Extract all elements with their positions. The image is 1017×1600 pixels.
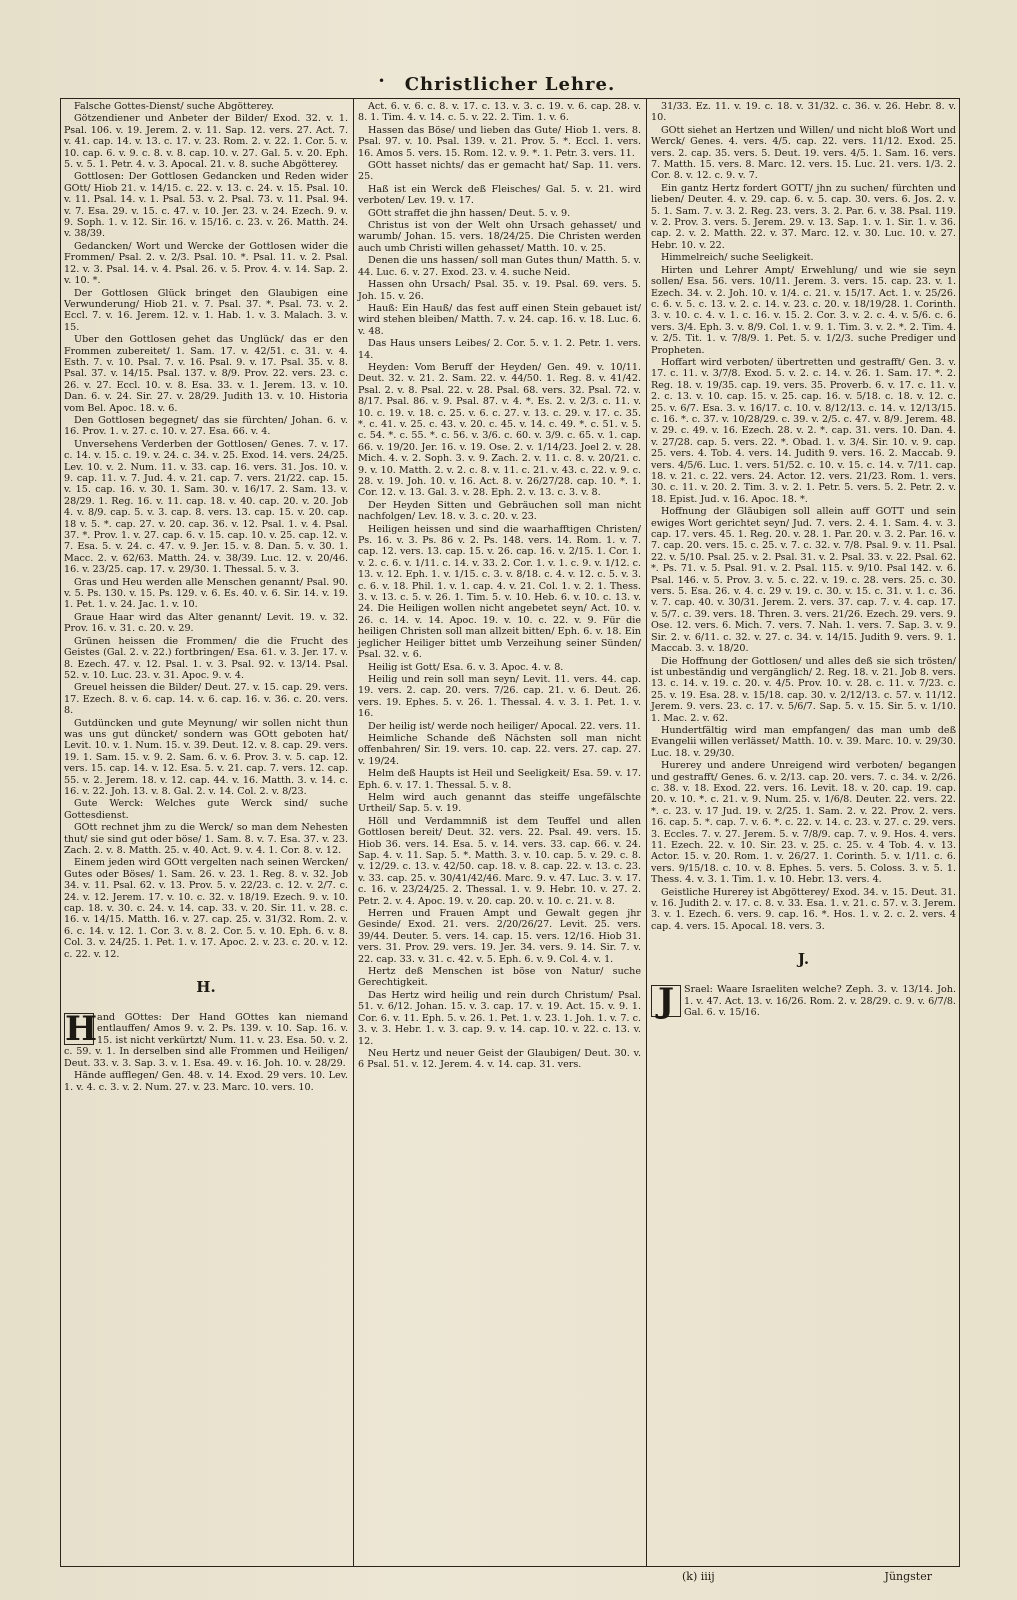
page-footer (60, 1566, 960, 1590)
index-entry: Ein gantz Hertz fordert GOTT/ jhn zu suchen/ fürchten und lieben/ Deuter. 4. v. 29. cap. 6. v. 5. cap. 30. vers. 6. Jos. 2. v. 5. 1. Sam. 7. v. 3. 2. Reg. 23. vers. 3. 2. Par. 6. v. 38. Psal. 119. v. 2. Prov. 3. vers. 5. Jerem. 29. v. 13. Sap. 1. v. 1. Sir. 1. v. 36. cap. 2. v. 2. Matth. 22. v. 37. Marc. 12. v. 30. Luc. 10. v. 27. Hebr. 10. v. 22. (651, 182, 956, 251)
index-entry: Herren und Frauen Ampt und Gewalt gegen jhr Gesinde/ Exod. 21. vers. 2/20/26/27. Levit. 25. vers. 39/44. Deuter. 5. vers. 14. cap. 15. vers. 12/16. Hiob 31. vers. 31. Prov. 29. vers. 19. Jer. 34. vers. 9. 14. Sir. 7. v. 22. cap. 33. v. 31. c. 42. v. 5. Eph. 6. v. 9. Col. 4. v. 1. (358, 908, 641, 965)
index-entry: Das Hertz wird heilig und rein durch Christum/ Psal. 51. v. 6/12. Johan. 15. v. 3. cap. 17. v. 19. Act. 15. v. 9. 1. Cor. 6. v. 11. Eph. 5. v. 26. 1. Pet. 1. v. 23. 1. Joh. 1. v. 7. c. 3. v. 3. Hebr. 1. v. 3. cap. 9. v. 14. cap. 10. v. 22. c. 13. v. 12. (358, 989, 641, 1047)
index-entry: Christus ist von der Welt ohn Ursach gehasset/ und warumb/ Johan. 15. vers. 18/24/25. Die Christen werden auch umb Christi willen gehasset/ Matth. 10. v. 25. (358, 220, 641, 254)
index-entry: Act. 6. v. 6. c. 8. v. 17. c. 13. v. 3. c. 19. v. 6. cap. 28. v. 8. 1. Tim. 4. v. 14. c. 5. v. 22. 2. Tim. 1. v. 6. (358, 101, 641, 124)
index-entry: GOtt hasset nichts/ das er gemacht hat/ Sap. 11. vers. 25. (358, 160, 641, 183)
index-entry: Der heilig ist/ werde noch heiliger/ Apocal. 22. vers. 11. (368, 720, 641, 732)
index-entry: GOtt siehet an Hertzen und Willen/ und nicht bloß Wort und Werck/ Genes. 4. vers. 4/5. cap. 22. vers. 11/12. Exod. 25. vers. 2. cap. 35. vers. 5. Deut. 19. vers. 4/5. 1. Sam. 16. vers. 7. Matth. 15. vers. 8. Marc. 12. vers. 15. Luc. 21. vers. 1/3. 2. Cor. 8. v. 12. c. 9. v. 7. (651, 124, 956, 182)
index-entry: Hertz deß Menschen ist böse von Natur/ suche Gerechtigkeit. (358, 966, 641, 989)
index-entry: Gute Werck: Welches gute Werck sind/ suche Gottesdienst. (64, 798, 348, 821)
index-entry: Gras und Heu werden alle Menschen genannt/ Psal. 90. v. 5. Ps. 130. v. 15. Ps. 129. v. 6. Es. 40. v. 6. Sir. 14. v. 19. 1. Pet. 1. v. 24. Jac. 1. v. 10. (64, 576, 348, 611)
catchword: Jüngster (884, 1570, 932, 1583)
index-entry: Heilig und rein soll man seyn/ Levit. 11. vers. 44. cap. 19. vers. 2. cap. 20. vers. 7/26. cap. 21. v. 6. Deut. 26. vers. 19. Ephes. 5. v. 26. 1. Thessal. 4. v. 3. 1. Pet. 1. v. 16. (358, 673, 641, 720)
dropcap-initial: H (65, 1009, 98, 1050)
index-entry: Der Gottlosen Glück bringet den Glaubigen eine Verwunderung/ Hiob 21. v. 7. Psal. 37. *. Psal. 73. v. 2. Eccl. 7. v. 16. Jerem. 12. v. 1. Hab. 1. v. 3. Malach. 3. v. 15. (64, 287, 348, 333)
index-entry: Graue Haar wird das Alter genannt/ Levit. 19. v. 32. Prov. 16. v. 31. c. 20. v. 29. (64, 611, 348, 635)
header-mark: • (378, 74, 386, 88)
index-entry: Hoffnung der Gläubigen soll allein auff GOTT und sein ewiges Wort gerichtet seyn/ Jud. 7. vers. 2. 4. 1. Sam. 4. v. 3. cap. 17. vers. 45. 1. Reg. 20. v. 28. 1. Par. 20. v. 3. 2. Par. 16. v. 7. cap. 20. vers. 15. c. 25. v. 7. c. 32. v. 7/8. Psal. 9. v. 11. Psal. 22. v. 5/10. Psal. 25. v. 2. Psal. 31. v. 2. Psal. 33. v. 22. Psal. 62. *. Ps. 71. v. 5. Psal. 91. v. 2. Psal. 115. v. 9/10. Psal 142. v. 6. Psal. 146. v. 5. Prov. 3. v. 5. c. 22. v. 19. c. 28. vers. 25. c. 30. vers. 5. Esa. 26. v. 4. c. 29 v. 19. c. 30. v. 15. c. 31. v. 1. c. 36. v. 7. cap. 40. v. 30/31. Jerem. 2. vers. 37. cap. 7. v. 4. cap. 17. v. 5/7. c. 39. vers. 18. Thren. 3. vers. 21/26. Ezech. 29. vers. 9. Ose. 12. vers. 6. Mich. 7. vers. 7. Nah. 1. vers. 7. Sap. 3. v. 9. Sir. 2. v. 6/11. c. 32. v. 27. c. 34. v. 14/15. Judith 9. vers. 9. 1. Maccab. 3. v. 18/20. (651, 506, 956, 655)
index-entry: Heilig ist Gott/ Esa. 6. v. 3. Apoc. 4. v. 8. (368, 661, 564, 673)
index-entry: Falsche Gottes-Dienst/ suche Abgötterey. (74, 101, 274, 112)
index-entry: Gedancken/ Wort und Wercke der Gottlosen wider die Frommen/ Psal. 2. v. 2/3. Psal. 10. *. Psal. 11. v. 2. Psal. 12. v. 3. Psal. 14. v. 4. Psal. 26. v. 5. Prov. 4. v. 14. Sap. 2. v. 10. *. (64, 240, 348, 287)
index-entry: Heiligen heissen und sind die waarhafftigen Christen/ Ps. 16. v. 3. Ps. 86 v. 2. Ps. 148. vers. 14. Rom. 1. v. 7. cap. 12. vers. 13. cap. 15. v. 26. cap. 16. v. 2/15. 1. Cor. 1. v. 2. c. 6. v. 1/11. c. 14. v. 33. 2. Cor. 1. v. 1. c. 9. v. 1/12. c. 13. v. 12. Eph. 1. v. 1/15. c. 3. v. 8/18. c. 4. v. 12. c. 5. v. 3. c. 6. v. 18. Phil. 1. v. 1. cap. 4. v. 21. Col. 1. v. 2. 1. Thess. 3. v. 13. c. 5. v. 26. 1. Tim. 5. v. 10. Heb. 6. v. 10. c. 13. v. 24. Die Heiligen wollen nicht angebetet seyn/ Act. 10. v. 26. c. 14. v. 14. Apoc. 19. v. 10. c. 22. v. 9. Für die heiligen Christen soll man allzeit bitten/ Eph. 6. v. 18. Ein jeglicher Heiliger bittet umb Verzeihung seiner Sünden/ Psal. 32. v. 6. (358, 523, 641, 661)
index-entry: Die Hoffnung der Gottlosen/ und alles deß sie sich trösten/ ist unbeständig und vergänglich/ 2. Reg. 18. v. 21. Job 8. vers. 13. c. 14. v. 19. c. 20. v. 4/5. Prov. 10. v. 28. c. 11. v. 7/23. c. 25. v. 19. Esa. 28. v. 15/18. cap. 30. v. 2/12/13. c. 57. v. 11/12. Jerem. 9. vers. 23. c. 17. v. 5/6/7. Sap. 5. v. 15. Sir. 5. v. 1/10. 1. Mac. 2. v. 62. (651, 655, 956, 724)
running-header (60, 72, 960, 99)
index-entry: Helm deß Haupts ist Heil und Seeligkeit/ Esa. 59. v. 17. Eph. 6. v. 17. 1. Thessal. 5. v. 8. (358, 768, 641, 791)
text-column-2 (353, 99, 645, 1567)
index-entry: Hauß: Ein Hauß/ das fest auff einen Stein gebauet ist/ wird stehen bleiben/ Matth. 7. v. 24. cap. 16. v. 18. Luc. 6. v. 48. (358, 302, 641, 337)
dropcap-text: and GOttes: Der Hand GOttes kan niemand entlauffen/ Amos 9. v. 2. Ps. 139. v. 10. Sap. 16. v. 15. ist nicht verkürtzt/ Num. 11. v. 23. Esa. 50. v. 2. c. 59. v. 1. In derselben sind alle Frommen und Heiligen/ Deut. 33. v. 3. Sap. 3. v. 1. Esa. 49. v. 16. Joh. 10. v. 28/29. (64, 1012, 348, 1069)
text-column-1 (60, 99, 352, 1567)
index-entry: Helm wird auch genannt das steiffe ungefälschte Urtheil/ Sap. 5. v. 19. (358, 791, 641, 815)
index-entry: Himmelreich/ suche Seeligkeit. (661, 252, 814, 264)
index-entry: Uber den Gottlosen gehet das Unglück/ das er den Frommen zubereitet/ 1. Sam. 17. v. 42/51. c. 31. v. 4. Esth. 7. v. 10. Psal. 7. v. 16. Psal. 9. v. 17. Psal. 35. v. 8. Psal. 37. v. 14/15. Psal. 137. v. 8/9. Prov. 22. vers. 23. c. 26. v. 27. Eccl. 10. v. 8. Esa. 33. v. 1. Jerem. 13. v. 10. Dan. 6. v. 24. Sir. 27. v. 28/29. Judith 13. v. 10. Historia vom Bel. Apoc. 18. v. 6. (64, 334, 348, 414)
index-entry: Geistliche Hurerey ist Abgötterey/ Exod. 34. v. 15. Deut. 31. v. 16. Judith 2. v. 17. c. 8. v. 33. Esa. 1. v. 21. c. 57. v. 3. Jerem. 3. v. 1. Ezech. 6. vers. 9. cap. 16. *. Hos. 1. v. 2. c. 2. vers. 4 cap. 4. vers. 15. Apocal. 18. vers. 3. (651, 886, 956, 932)
index-entry: Einem jeden wird GOtt vergelten nach seinen Wercken/ Gutes oder Böses/ 1. Sam. 26. v. 23. 1. Reg. 8. v. 32. Job 34. v. 11. Psal. 62. v. 13. Prov. 5. v. 22/23. c. 12. v. 2/7. c. 24. v. 12. Jerem. 17. v. 10. c. 32. v. 18/19. Ezech. 9. v. 10. cap. 18. v. 30. c. 24. v. 14. cap. 33. v. 20. Sir. 11. v. 28. c. 16. v. 14/15. Matth. 16. v. 27. cap. 25. v. 31/32. Rom. 2. v. 6. c. 14. v. 12. 1. Cor. 3. v. 8. 2. Cor. 5. v. 10. Eph. 6. v. 8. Col. 3. v. 24/25. 1. Pet. 1. v. 17. Apoc. 2. v. 23. c. 20. v. 12. c. 22. v. 12. (64, 857, 348, 960)
signature-mark: (k) iiij (682, 1570, 715, 1583)
index-entry: GOtt rechnet jhm zu die Werck/ so man dem Nehesten thut/ sie sind gut oder böse/ 1. Sam. 8. v. 7. Esa. 37. v. 23. Zach. 2. v. 8. Matth. 25. v. 40. Act. 9. v. 4. 1. Cor. 8. v. 12. (64, 822, 348, 856)
index-entry: Gottlosen: Der Gottlosen Gedancken und Reden wider GOtt/ Hiob 21. v. 14/15. c. 22. v. 13. c. 24. v. 15. Psal. 10. v. 11. Psal. 14. v. 1. Psal. 53. v. 2. Psal. 73. v. 11. Psal. 94. v. 7. Esa. 29. v. 15. c. 47. v. 10. Jer. 23. v. 24. Ezech. 9. v. 9. Soph. 1. v. 12. Sir. 16. v. 15/16. c. 23. v. 26. Matth. 24. v. 38/39. (64, 171, 348, 240)
index-entry: Hassen ohn Ursach/ Psal. 35. v. 19. Psal. 69. vers. 5. Joh. 15. v. 26. (358, 279, 641, 302)
text-column-3 (646, 99, 960, 1567)
dropcap-entry (651, 981, 956, 1022)
index-entry: Unversehens Verderben der Gottlosen/ Genes. 7. v. 17. c. 14. v. 15. c. 19. v. 24. c. 34. v. 25. Exod. 14. vers. 24/25. Lev. 10. v. 2. Num. 11. v. 33. cap. 16. vers. 31. Jos. 10. v. 9. cap. 11. v. 7. Jud. 4. v. 21. cap. 7. vers. 21/22. cap. 15. v. 15. cap. 16. v. 30. 1. Sam. 30. v. 16/17. 2. Sam. 13. v. 28/29. 1. Reg. 16. v. 11. cap. 18. v. 40. cap. 20. v. 20. Job 4. v. 8/9. cap. 5. v. 3. cap. 8. vers. 13. cap. 15. v. 20. cap. 18 v. 5. *. cap. 27. v. 20. cap. 36. v. 12. Psal. 1. v. 4. Psal. 37. *. Prov. 1. v. 27. cap. 6. v. 15. cap. 10. v. 25. cap. 12. v. 7. Esa. 5. v. 24. c. 47. v. 9. Jer. 15. v. 8. Dan. 5. v. 30. 1. Macc. 2. v. 62/63. Matth. 24. v. 38/39. Luc. 12. v. 20/46. 16. v. 23/25. cap. 17. v. 29/30. 1. Thessal. 5. v. 3. (64, 438, 348, 576)
index-entry: Gutdüncken und gute Meynung/ wir sollen nicht thun was uns gut düncket/ sondern was GOtt geboten hat/ Levit. 10. v. 1. Num. 15. v. 39. Deut. 12. v. 8. cap. 29. vers. 19. 1. Sam. 15. v. 9. 2. Sam. 6. v. 6. Prov. 3. v. 5. cap. 12. vers. 15. cap. 14. v. 12. Esa. 5. v. 21. cap. 7. vers. 12. cap. 55. v. 2. Jerem. 18. v. 12. cap. 44. v. 16. Matth. 3. v. 14. c. 16. v. 22. Joh. 13. v. 8. Gal. 2. v. 14. Col. 2. v. 8/23. (64, 717, 348, 797)
section-letter: J. (797, 950, 810, 969)
index-entry: Hoffart wird verboten/ übertretten und gestrafft/ Gen. 3. v. 17. c. 11. v. 3/7/8. Exod. 5. v. 2. c. 14. v. 26. 1. Sam. 17. *. 2. Reg. 18. v. 19/35. cap. 19. vers. 35. Proverb. 6. v. 17. c. 11. v. 2. c. 13. v. 10. cap. 15. v. 25. cap. 16. v. 5/18. c. 18. v. 12. c. 25. v. 6/7. Esa. 3. v. 16/17. c. 10. v. 8/12/13. c. 14. v. 12/13/15. c. 16. *. c. 37. v. 10/28/29. c. 39. v. 2/5. c. 47. v. 8/9. Jerem. 48. v. 29. c. 49. v. 16. Ezech. 28. v. 2. *. cap. 31. vers. 10. Dan. 4. v. 27/28. cap. 5. vers. 22. *. Obad. 1. v. 3/4. Sir. 10. v. 9. cap. 25. vers. 4. Tob. 4. vers. 14. Judith 9. vers. 16. 2. Maccab. 9. vers. 4/5/6. Luc. 1. vers. 51/52. c. 10. v. 15. c. 14. v. 7/11. cap. 18. v. 21. c. 22. vers. 24. Actor. 12. vers. 21/23. Rom. 1. vers. 30. c. 11. v. 20. 2. Tim. 3. v. 2. 1. Petr. 5. vers. 5. 2. Petr. 2. v. 18. Epist. Jud. v. 16. Apoc. 18. *. (651, 356, 956, 505)
index-entry: 31/33. Ez. 11. v. 19. c. 18. v. 31/32. c. 36. v. 26. Hebr. 8. v. 10. (651, 101, 956, 124)
section-letter: H. (196, 978, 216, 997)
index-entry: Hände aufflegen/ Gen. 48. v. 14. Exod. 29 vers. 10. Lev. 1. v. 4. c. 3. v. 2. Num. 27. v. 23. Marc. 10. vers. 10. (64, 1070, 348, 1093)
index-entry: Hurerey und andere Unreigend wird verboten/ begangen und gestrafft/ Genes. 6. v. 2/13. cap. 20. vers. 7. c. 34. v. 2/26. c. 38. v. 18. Exod. 22. vers. 16. Levit. 18. v. 20. cap. 19. cap. 20. v. 10. *. c. 21. v. 9. Num. 25. v. 1/6/8. Deuter. 22. vers. 22. *. c. 23. v. 17 Jud. 19. v. 2/25. 1. Sam. 2. v. 22. Prov. 2. vers. 16. cap. 5. *. cap. 7. v. 6. *. c. 22. v. 14. c. 23. v. 27. c. 29. vers. 3. Eccles. 7. v. 27. Jerem. 5. v. 7/8/9. cap. 7. v. 9. Hos. 4. vers. 11. Ezech. 22. v. 10. Sir. 23. v. 25. c. 25. v. 4 Tob. 4. v. 13. Actor. 15. v. 20. Rom. 1. v. 26/27. 1. Corinth. 5. v. 1/11. c. 6. vers. 9/15/18. c. 10. v. 8. Ephes. 5. vers. 5. Coloss. 3. v. 5. 1. Thess. 4. v. 3. 1. Tim. 1. v. 10. Hebr. 13. vers. 4. (651, 760, 956, 886)
index-entry: Der Heyden Sitten und Gebräuchen soll man nicht nachfolgen/ Lev. 18. v. 3. c. 20. v. 23. (358, 499, 641, 523)
index-entry: Hundertfältig wird man empfangen/ das man umb deß Evangelii willen verlässet/ Matth. 10. v. 39. Marc. 10. v. 29/30. Luc. 18. v. 29/30. (651, 724, 956, 759)
index-entry: Hirten und Lehrer Ampt/ Erwehlung/ und wie sie seyn sollen/ Esa. 56. vers. 10/11. Jerem. 3. vers. 15. cap. 23. v. 1. Ezech. 34. v. 2. Joh. 10. v. 1/4. c. 21. v. 15/17. Act. 1. v. 25/26. c. 6. v. 5. c. 13. v. 2. c. 14. v. 23. c. 20. v. 18/19/28. 1. Corinth. 3. v. 10. c. 4. v. 1. c. 16. v. 15. 2. Cor. 3. v. 2. c. 4. v. 5/6. c. 6. vers. 3/4. Eph. 3. v. 8/9. Col. 1. v. 9. 1. Tim. 3. v. 2. *. 2. Tim. 4. v. 2/5. Tit. 1. v. 7/8/9. 1. Pet. 5. v. 1/2/3. suche Prediger und Propheten. (651, 264, 956, 356)
index-entry: Götzendiener und Anbeter der Bilder/ Exod. 32. v. 1. Psal. 106. v. 19. Jerem. 2. v. 11. Sap. 12. vers. 27. Act. 7. v. 41. cap. 14. v. 13. c. 17. v. 23. Rom. 2. v. 22. 1. Cor. 5. v. 10. cap. 6. v. 9. c. 8. v. 8. cap. 10. v. 27. Gal. 5. v. 20. Eph. 5. v. 5. 1. Petr. 4. v. 3. Apocal. 21. v. 8. suche Abgötterey. (64, 113, 348, 171)
dropcap-entry (64, 1009, 348, 1069)
index-entry: Höll und Verdammniß ist dem Teuffel und allen Gottlosen bereit/ Deut. 32. vers. 22. Psal. 49. vers. 15. Hiob 36. vers. 14. Esa. 5. v. 14. vers. 33. cap. 66. v. 24. Sap. 4. v. 11. Sap. 5. *. Matth. 3. v. 10. cap. 5. v. 29. c. 8. v. 12/29. c. 13. v. 42/50. cap. 18. v. 8. cap. 22. v. 13. c. 23. v. 33. cap. 25. v. 30/41/42/46. Marc. 9. v. 47. Luc. 3. v. 17. c. 16. v. 23/24/25. 2. Thessal. 1. v. 9. Hebr. 10. v. 27. 2. Petr. 2. v. 4. Apoc. 19. v. 20. cap. 20. v. 10. c. 21. v. 8. (358, 815, 641, 907)
index-entry: Das Haus unsers Leibes/ 2. Cor. 5. v. 1. 2. Petr. 1. vers. 14. (358, 338, 641, 361)
dropcap-initial: J (651, 985, 681, 1017)
index-entry: Hassen das Böse/ und lieben das Gute/ Hiob 1. vers. 8. Psal. 97. v. 10. Psal. 139. v. 21. Prov. 5. *. Eccl. 1. vers. 16. Amos 5. vers. 15. Rom. 12. v. 9. *. 1. Petr. 3. vers. 11. (358, 124, 641, 159)
dropcap-text: Srael: Waare Israeliten welche? Zeph. 3. v. 13/14. Joh. 1. v. 47. Act. 13. v. 16/26. Rom. 2. v. 28/29. c. 9. v. 6/7/8. Gal. 6. v. 15/16. (684, 984, 956, 1019)
index-entry: Den Gottlosen begegnet/ das sie fürchten/ Johan. 6. v. 16. Prov. 1. v. 27. c. 10. v. 27. Esa. 66. v. 4. (64, 414, 348, 438)
index-entry: Haß ist ein Werck deß Fleisches/ Gal. 5. v. 21. wird verboten/ Lev. 19. v. 17. (358, 183, 641, 207)
index-entry: Heimliche Schande deß Nächsten soll man nicht offenbahren/ Sir. 19. vers. 10. cap. 22. vers. 27. cap. 27. v. 19/24. (358, 732, 641, 767)
index-entry: Heyden: Vom Beruff der Heyden/ Gen. 49. v. 10/11. Deut. 32. v. 21. 2. Sam. 22. v. 44/50. 1. Reg. 8. v. 41/42. Psal. 2. v. 8. Psal. 22. v. 28. Psal. 68. vers. 32. Psal. 72. v. 8/17. Psal. 86. v. 9. Psal. 87. v. 4. *. Es. 2. v. 2/3. c. 11. v. 10. c. 19. v. 18. c. 25. v. 6. c. 27. v. 13. c. 29. v. 17. c. 35. *. c. 41. v. 25. c. 43. v. 20. c. 45. v. 14. c. 49. *. c. 51. v. 5. c. 54. *. c. 55. *. c. 56. v. 3/6. c. 60. v. 3/9. c. 65. v. 1. cap. 66. v. 19/20. Jer. 16. v. 19. Ose. 2. v. 1/14/23. Joel 2. v. 28. Mich. 4. v. 2. Soph. 3. v. 9. Zach. 2. v. 11. c. 8. v. 20/21. c. 9. v. 10. Matth. 2. v. 2. c. 8. v. 11. c. 21. v. 43. c. 22. v. 9. c. 28. v. 19. Joh. 10. v. 16. Act. 8. v. 26/27/28. cap. 10. *. 1. Cor. 12. v. 13. Gal. 3. v. 28. Eph. 2. v. 13. c. 3. v. 8. (358, 361, 641, 499)
index-entry: Greuel heissen die Bilder/ Deut. 27. v. 15. cap. 29. vers. 17. Ezech. 8. v. 6. cap. 14. v. 6. cap. 16. v. 36. c. 20. vers. 8. (64, 682, 348, 717)
index-entry: Grünen heissen die Frommen/ die die Frucht des Geistes (Gal. 2. v. 22.) fortbringen/ Esa. 61. v. 3. Jer. 17. v. 8. Ezech. 47. v. 12. Psal. 1. v. 3. Psal. 92. v. 13/14. Psal. 52. v. 10. Luc. 23. v. 31. Apoc. 9. v. 4. (64, 635, 348, 681)
page-title: Christlicher Lehre. (404, 74, 616, 95)
index-entry: Neu Hertz und neuer Geist der Glaubigen/ Deut. 30. v. 6 Psal. 51. v. 12. Jerem. 4. v. 14. cap. 31. vers. (358, 1047, 641, 1071)
index-entry: Denen die uns hassen/ soll man Gutes thun/ Matth. 5. v. 44. Luc. 6. v. 27. Exod. 23. v. 4. suche Neid. (358, 255, 641, 278)
index-entry: GOtt straffet die jhn hassen/ Deut. 5. v. 9. (368, 207, 571, 219)
